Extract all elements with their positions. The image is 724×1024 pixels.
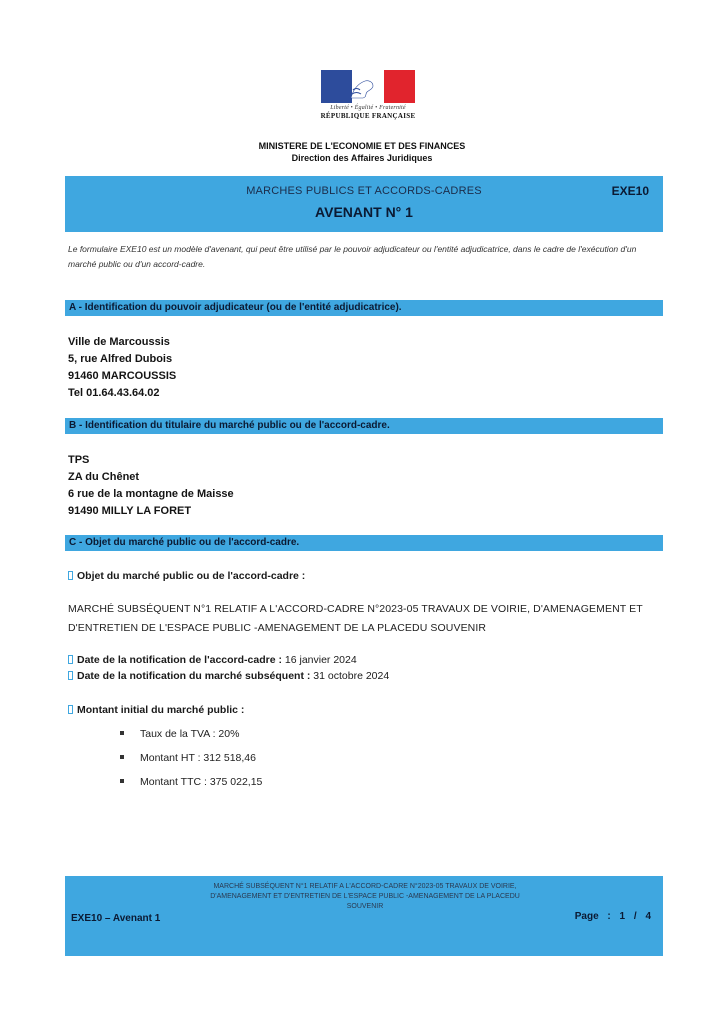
banner-subtitle: MARCHES PUBLICS ET ACCORDS-CADRES: [246, 185, 482, 197]
republic-name: RÉPUBLIQUE FRANÇAISE: [320, 112, 416, 120]
object-label: Objet du marché public ou de l'accord-cadre :: [77, 570, 306, 582]
section-a-header: A - Identification du pouvoir adjudicateur (ou de l'entité adjudicatrice).: [65, 300, 663, 316]
ministry-direction: Direction des Affaires Juridiques: [291, 153, 433, 163]
page-current: 1: [619, 911, 626, 922]
notification-accord-cadre: [68, 654, 357, 666]
form-code: EXE10: [611, 184, 649, 198]
checkbox-icon: [68, 655, 73, 664]
amount-ht: Montant HT : 312 518,46: [140, 752, 256, 764]
republic-motto: Liberté • Égalité • Fraternité: [330, 105, 406, 111]
marianne-icon: [343, 76, 383, 100]
object-label-line: [68, 570, 305, 582]
address-line: 91490 MILLY LA FORET: [68, 505, 192, 517]
checkbox-icon: [68, 705, 73, 714]
page-label: Page :: [574, 911, 611, 922]
checkbox-icon: [68, 671, 73, 680]
ministry-heading: [0, 140, 724, 164]
list-item: [120, 750, 262, 774]
address-line: Tel 01.64.43.64.02: [68, 387, 160, 399]
notification-marche-subsequent: [68, 670, 389, 682]
notification-ac-date: 16 janvier 2024: [281, 654, 357, 666]
notification-ms-date: 31 octobre 2024: [310, 670, 390, 682]
page-total: 4: [645, 911, 651, 922]
market-object-text: MARCHÉ SUBSÉQUENT N°1 RELATIF A L'ACCORD-CADRE N°2023-05 TRAVAUX DE VOIRIE, D'AMENAGEMENT ET D'ENTRETIEN DE L'ESPACE PUBLIC -AMENAGEMENT DE LA PLACEDU SOUVENIR: [68, 603, 643, 634]
address-line: Ville de Marcoussis: [68, 336, 170, 348]
section-b-header: B - Identification du titulaire du marché public ou de l'accord-cadre.: [65, 418, 663, 434]
amount-label: Montant initial du marché public :: [77, 704, 245, 716]
address-line: 5, rue Alfred Dubois: [68, 353, 173, 365]
page-footer: [65, 876, 663, 956]
tva-rate: Taux de la TVA : 20%: [140, 728, 240, 740]
intro-paragraph: Le formulaire EXE10 est un modèle d'avenant, qui peut être utilisé par le pouvoir adjudicateur ou l'entité adjudicatrice, dans le cadre de l'exécution d'un marché public ou d'un accord-cadre.: [68, 244, 637, 269]
checkbox-icon: [68, 571, 73, 580]
bullet-icon: [120, 731, 124, 735]
section-a-address: [68, 334, 176, 402]
address-line: TPS: [68, 454, 90, 466]
section-b-address: [68, 452, 234, 520]
bullet-icon: [120, 755, 124, 759]
amount-list: [120, 726, 262, 798]
document-title: AVENANT N° 1: [315, 204, 413, 220]
amount-label-line: [68, 704, 244, 716]
footer-page-number: [575, 911, 651, 922]
footer-form-label: EXE10 – Avenant 1: [71, 913, 161, 924]
notification-ac-label: Date de la notification de l'accord-cadre :: [77, 654, 282, 666]
list-item: [120, 774, 262, 798]
address-line: 6 rue de la montagne de Maisse: [68, 488, 234, 500]
amount-ttc: Montant TTC : 375 022,15: [140, 776, 263, 788]
title-banner: [65, 176, 663, 232]
section-c-header: C - Objet du marché public ou de l'accord-cadre.: [65, 535, 663, 551]
address-line: 91460 MARCOUSSIS: [68, 370, 177, 382]
bullet-icon: [120, 779, 124, 783]
notification-ms-label: Date de la notification du marché subséquent :: [77, 670, 311, 682]
list-item: [120, 726, 262, 750]
ministry-name: MINISTERE DE L'ECONOMIE ET DES FINANCES: [258, 141, 466, 151]
address-line: ZA du Chênet: [68, 471, 140, 483]
page-separator: /: [633, 911, 637, 922]
republique-francaise-logo: [318, 70, 418, 120]
footer-market-title: MARCHÉ SUBSÉQUENT N°1 RELATIF A L'ACCORD-CADRE N°2023-05 TRAVAUX DE VOIRIE, D'AMENAGEMENT ET D'ENTRETIEN DE L'ESPACE PUBLIC -AMENAGEMENT DE LA PLACEDU SOUVENIR: [210, 883, 520, 910]
